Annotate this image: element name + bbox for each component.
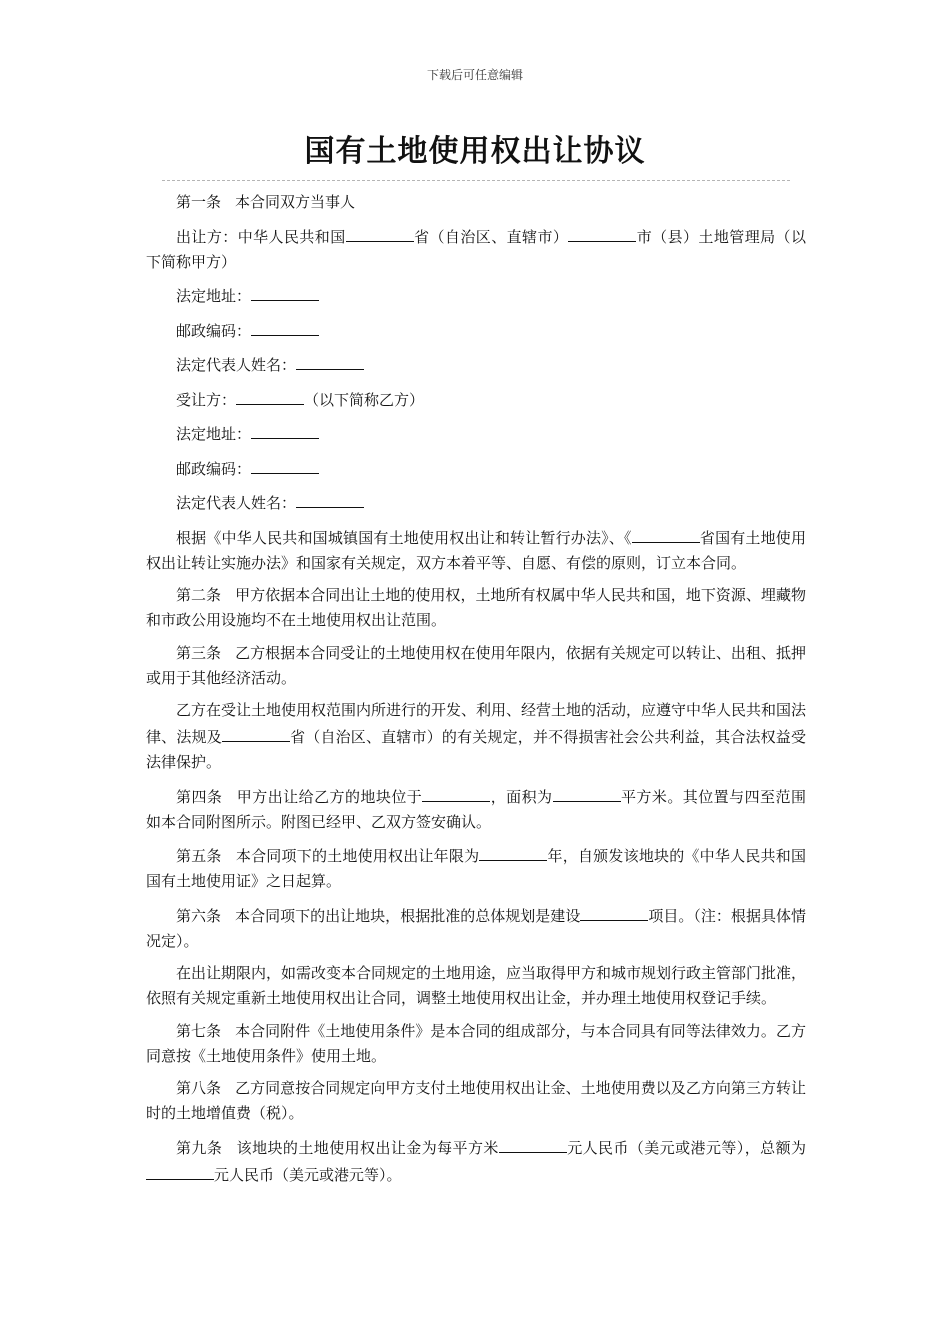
grantee-line <box>146 386 806 413</box>
article-label: 第九条 <box>176 1138 223 1157</box>
article-label: 第五条 <box>176 847 222 865</box>
blank-field <box>553 783 621 802</box>
basis-text: 省国有土地使用权出让转让实施办法》和国家有关规定，双方本着平等、自愿、有偿的原则，订立本合同。 <box>146 528 806 572</box>
blank-field <box>296 489 364 508</box>
article-6 <box>146 902 806 954</box>
grantee-address <box>146 420 806 447</box>
grantee-text: （以下简称乙方） <box>304 390 425 409</box>
article-text: 乙方在受让土地使用权范围内所进行的开发、利用、经营土地的活动，应遵守中华人民共和国法律、法规及 <box>146 701 807 746</box>
article-3-continued <box>146 698 806 775</box>
field-label: 邮政编码： <box>176 321 252 340</box>
field-label: 法定代表人姓名： <box>176 494 297 512</box>
blank-field <box>632 524 700 543</box>
article-9 <box>146 1134 806 1188</box>
article-text: ，面积为 <box>490 787 553 806</box>
article-text: 甲方出让给乙方的地块位于 <box>236 787 423 806</box>
blank-field <box>296 351 364 370</box>
article-3 <box>146 641 806 691</box>
article-label: 第一条 <box>176 193 222 211</box>
blank-field <box>251 282 319 301</box>
article-7 <box>146 1019 806 1069</box>
article-text: 本合同项下的土地使用权出让年限为 <box>235 847 480 865</box>
grantee-representative <box>146 489 806 516</box>
field-label: 法定地址： <box>176 287 252 305</box>
grantor-text: 省（自治区、直辖市） <box>413 227 569 246</box>
article-8 <box>146 1076 806 1126</box>
grantor-address <box>146 282 806 309</box>
article-text: 项目。（注：根据具体情况定）。 <box>146 906 806 950</box>
article-text: 年，自颁发该地块的《中华人民共和国国有土地使用证》之日起算。 <box>146 847 806 890</box>
blank-field <box>251 455 319 474</box>
field-label: 法定地址： <box>176 425 252 443</box>
contract-body <box>146 190 806 1195</box>
blank-field <box>479 842 547 861</box>
article-text: 该地块的土地使用权出让金为每平方米 <box>236 1138 499 1157</box>
article-label: 第三条 <box>176 643 222 662</box>
article-label: 第四条 <box>176 787 223 806</box>
grantor-text: 出让方：中华人民共和国 <box>176 227 346 246</box>
article-text: 乙方根据本合同受让的土地使用权在使用年限内，依据有关规定可以转让、出租、抵押或用于其他经济活动。 <box>146 643 806 687</box>
header-note: 下载后可任意编辑 <box>426 68 523 82</box>
document-title: 国有土地使用权出让协议 <box>304 134 646 169</box>
blank-field <box>346 223 414 242</box>
article-5 <box>146 842 806 894</box>
grantor-text: 市（县）土地管理局（以下简称甲方） <box>146 227 806 271</box>
grantee-postcode <box>146 455 806 482</box>
article-label: 第六条 <box>176 906 222 925</box>
legal-basis <box>146 524 806 576</box>
article-label: 第二条 <box>176 586 222 604</box>
blank-field <box>499 1134 567 1153</box>
article-6-continued <box>146 961 806 1011</box>
article-text: 平方米。其位置与四至范围如本合同附图所示。附图已经甲、乙双方签安确认。 <box>146 787 806 831</box>
article-text: 乙方同意按合同规定向甲方支付土地使用权出让金、土地使用费以及乙方向第三方转让时的土地增值费（税）。 <box>146 1079 806 1122</box>
title-divider <box>162 180 790 181</box>
grantor-line <box>146 223 806 275</box>
blank-field <box>222 723 290 742</box>
blank-field <box>146 1161 214 1180</box>
grantee-text: 受让方： <box>176 390 237 409</box>
grantor-representative <box>146 351 806 378</box>
article-text: 本合同项下的出让地块，根据批准的总体规划是建设 <box>235 906 581 925</box>
article-label: 第七条 <box>176 1021 222 1040</box>
blank-field <box>251 317 319 336</box>
basis-text: 根据《中华人民共和国城镇国有土地使用权出让和转让暂行办法》、《 <box>176 528 632 547</box>
article-text: 元人民币（美元或港元等），总额为 <box>566 1138 806 1157</box>
blank-field <box>568 223 636 242</box>
article-text: 本合同附件《土地使用条件》是本合同的组成部分，与本合同具有同等法律效力。乙方同意按《土地使用条件》使用土地。 <box>146 1021 806 1065</box>
blank-field <box>251 420 319 439</box>
article-label: 第八条 <box>176 1079 222 1097</box>
article-text: 本合同双方当事人 <box>235 193 356 211</box>
article-text: 省（自治区、直辖市）的有关规定，并不得损害社会公共利益，其合法权益受法律保护。 <box>146 728 806 771</box>
article-2 <box>146 583 806 633</box>
blank-field <box>422 783 490 802</box>
article-text: 甲方依据本合同出让土地的使用权，土地所有权属中华人民共和国，地下资源、埋藏物和市政公用设施均不在土地使用权出让范围。 <box>146 586 806 629</box>
article-text: 在出让期限内，如需改变本合同规定的土地用途，应当取得甲方和城市规划行政主管部门批准，依照有关规定重新土地使用权出让合同，调整土地使用权出让金，并办理土地使用权登记手续。 <box>146 964 807 1007</box>
grantor-postcode <box>146 317 806 344</box>
field-label: 法定代表人姓名： <box>176 356 297 374</box>
article-text: 元人民币（美元或港元等）。 <box>214 1165 402 1184</box>
field-label: 邮政编码： <box>176 459 252 478</box>
article-4 <box>146 783 806 835</box>
blank-field <box>580 902 648 921</box>
blank-field <box>236 386 304 405</box>
article-1 <box>146 190 806 215</box>
